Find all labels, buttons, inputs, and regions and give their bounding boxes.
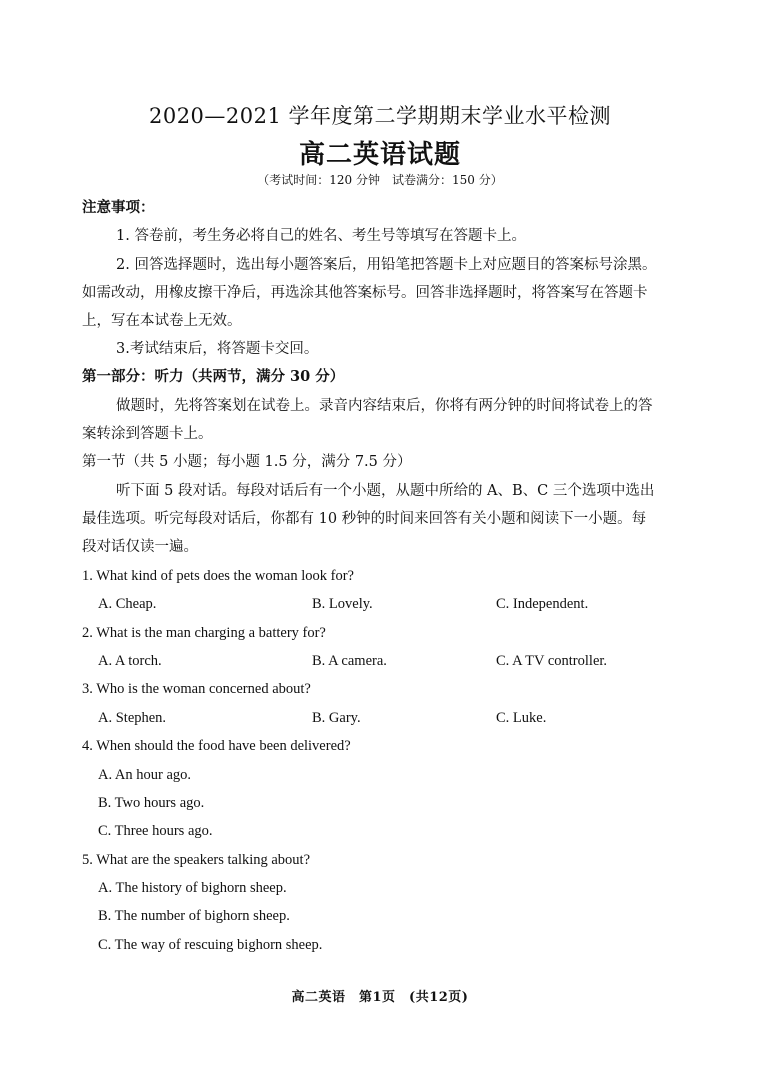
subject-title: 高二英语试题	[298, 140, 461, 170]
part1-desc-line-2: 案转涂到答题卡上。	[82, 426, 213, 442]
question-1-option-c: C. Independent.	[496, 596, 589, 612]
page-footer: 高二英语 第1页 (共12页)	[291, 990, 469, 1005]
notice-item-2-line-3: 上，写在本试卷上无效。	[82, 313, 242, 329]
notice-item-2-line-1: 2. 回答选择题时，选出每小题答案后，用铅笔把答题卡上对应题目的答案标号涂黑。	[116, 257, 657, 273]
question-3-option-c: C. Luke.	[496, 710, 547, 726]
section1-line-1: 听下面 5 段对话。每段对话后有一个小题，从题中所给的 A、B、C 三个选项中选出	[116, 483, 655, 499]
question-2-option-a: A. A torch.	[98, 653, 162, 669]
question-1-option-b: B. Lovely.	[312, 596, 373, 612]
question-5-option-c: C. The way of rescuing bighorn sheep.	[98, 937, 323, 953]
question-3-option-b: B. Gary.	[312, 710, 361, 726]
question-4: 4. When should the food have been delivered?	[82, 738, 351, 754]
section1-line-2: 最佳选项。听完每段对话后，你都有 10 秒钟的时间来回答有关小题和阅读下一小题。每	[82, 511, 647, 527]
part1-desc-line-1: 做题时，先将答案划在试卷上。录音内容结束后，你将有两分钟的时间将试卷上的答	[116, 398, 653, 414]
notice-item-1: 1. 答卷前，考生务必将自己的姓名、考生号等填写在答题卡上。	[116, 228, 526, 244]
question-5-option-b: B. The number of bighorn sheep.	[98, 908, 290, 924]
section1-heading: 第一节（共 5 小题；每小题 1.5 分，满分 7.5 分）	[82, 454, 412, 470]
part1-heading: 第一部分：听力（共两节，满分 30 分）	[82, 368, 345, 385]
question-1: 1. What kind of pets does the woman look for?	[82, 568, 354, 584]
notice-item-3: 3.考试结束后，将答题卡交回。	[116, 341, 319, 357]
question-3: 3. Who is the woman concerned about?	[82, 681, 311, 697]
question-5-option-a: A. The history of bighorn sheep.	[98, 880, 287, 896]
exam-title: 2020—2021 学年度第二学期期末学业水平检测	[148, 104, 612, 128]
question-5: 5. What are the speakers talking about?	[82, 852, 311, 868]
question-4-option-c: C. Three hours ago.	[98, 823, 213, 839]
exam-info: （考试时间：120 分钟 试卷满分：150 分）	[257, 173, 503, 187]
question-2: 2. What is the man charging a battery for?	[82, 625, 326, 641]
question-2-option-b: B. A camera.	[312, 653, 387, 669]
question-4-option-a: A. An hour ago.	[98, 767, 192, 783]
notice-heading: 注意事项：	[82, 199, 155, 216]
section1-line-3: 段对话仅读一遍。	[82, 539, 198, 555]
question-2-option-c: C. A TV controller.	[496, 653, 608, 669]
question-4-option-b: B. Two hours ago.	[98, 795, 205, 811]
question-3-option-a: A. Stephen.	[98, 710, 167, 726]
notice-item-2-line-2: 如需改动，用橡皮擦干净后，再选涂其他答案标号。回答非选择题时，将答案写在答题卡	[82, 285, 648, 301]
question-1-option-a: A. Cheap.	[98, 596, 157, 612]
